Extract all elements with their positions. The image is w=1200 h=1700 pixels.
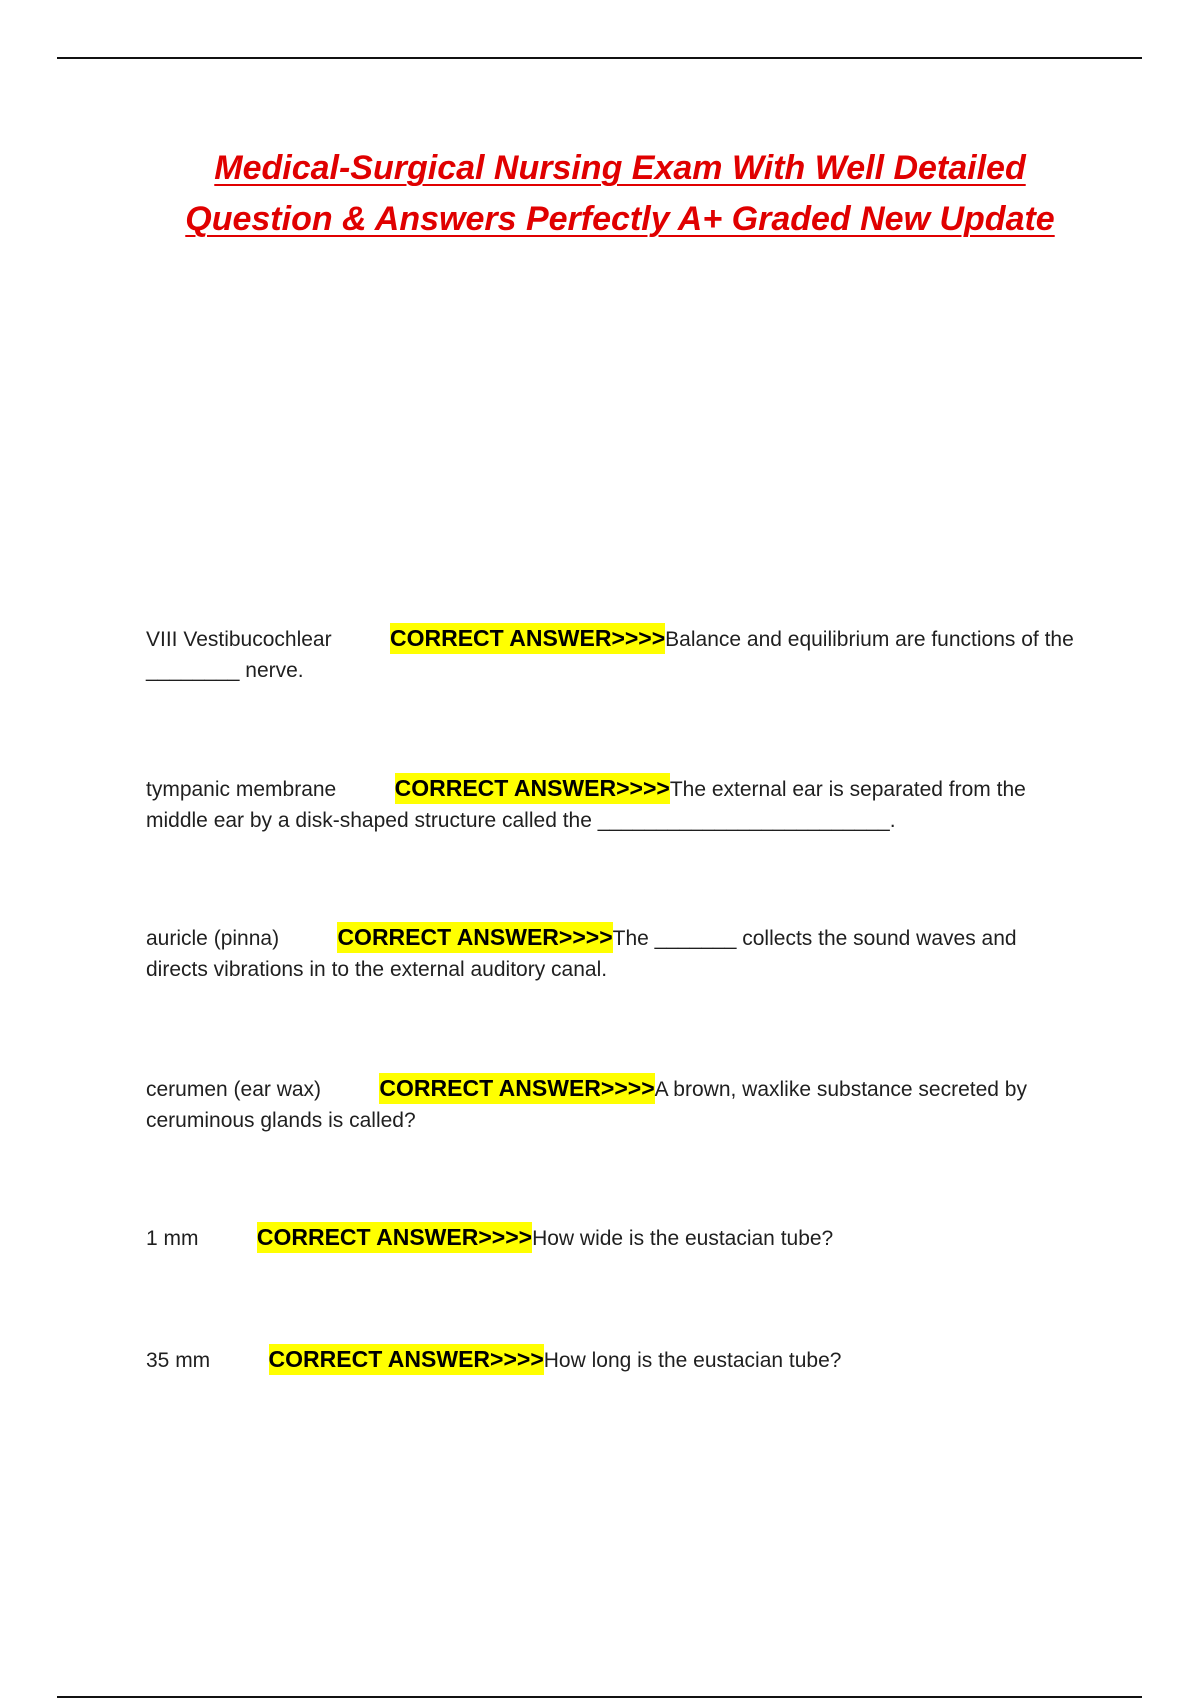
answer-gap — [336, 778, 394, 801]
qa-item — [146, 1073, 1076, 1136]
qa-item — [146, 1344, 1076, 1376]
qa-item — [146, 922, 1076, 985]
question-text: Balance and equilibrium are functions of the ________ nerve. — [146, 628, 1074, 682]
correct-answer-label: CORRECT ANSWER>>>> — [379, 1073, 654, 1104]
answer-text: 35 mm — [146, 1349, 211, 1372]
answer-gap — [210, 1349, 268, 1372]
top-rule — [57, 57, 1142, 59]
answer-gap — [199, 1227, 257, 1250]
answer-text: 1 mm — [146, 1227, 199, 1250]
answer-text: tympanic membrane — [146, 778, 337, 801]
answer-text: cerumen (ear wax) — [146, 1078, 322, 1101]
question-text: The external ear is separated from the middle ear by a disk-shaped structure called the _________________________. — [146, 778, 1026, 832]
question-text: How long is the eustacian tube? — [543, 1349, 842, 1372]
title-line-1: Medical-Surgical Nursing Exam With Well Detailed — [214, 149, 1026, 187]
answer-text: VIII Vestibucochlear — [146, 628, 332, 651]
correct-answer-label: CORRECT ANSWER>>>> — [390, 623, 665, 654]
title-line-2: Question & Answers Perfectly A+ Graded New Update — [185, 200, 1055, 238]
question-text: How wide is the eustacian tube? — [532, 1227, 834, 1250]
qa-item — [146, 773, 1076, 836]
bottom-rule — [57, 1696, 1142, 1698]
answer-gap — [321, 1078, 379, 1101]
correct-answer-label: CORRECT ANSWER>>>> — [257, 1222, 532, 1253]
correct-answer-label: CORRECT ANSWER>>>> — [395, 773, 670, 804]
question-text: A brown, waxlike substance secreted by ceruminous glands is called? — [146, 1078, 1027, 1132]
qa-item — [146, 623, 1076, 686]
question-text: The _______ collects the sound waves and directs vibrations in to the external auditory canal. — [146, 927, 1017, 981]
correct-answer-label: CORRECT ANSWER>>>> — [337, 922, 612, 953]
document-title — [0, 143, 1200, 245]
answer-gap — [332, 628, 390, 651]
answer-text: auricle (pinna) — [146, 927, 280, 950]
correct-answer-label: CORRECT ANSWER>>>> — [269, 1344, 544, 1375]
qa-item — [146, 1222, 1076, 1254]
answer-gap — [279, 927, 337, 950]
